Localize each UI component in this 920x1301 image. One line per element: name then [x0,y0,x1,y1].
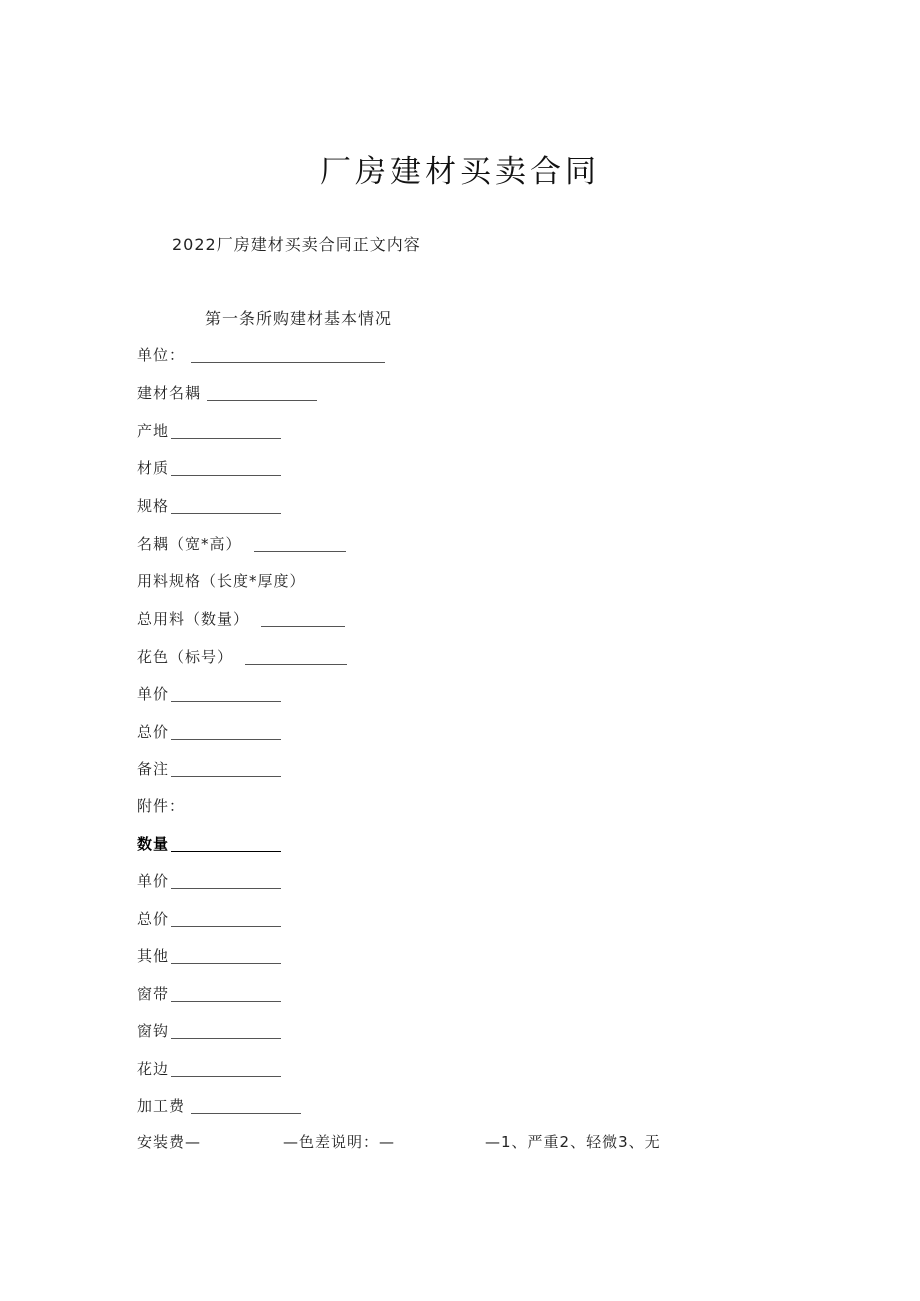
fill-in-blank[interactable] [171,1000,281,1002]
fill-in-blank[interactable] [171,1075,281,1077]
field-pattern [137,645,347,667]
color-diff-label: —色差说明：— [283,1133,396,1151]
document-subtitle: 2022厂房建材买卖合同正文内容 [172,235,421,254]
field-material-name [137,381,317,403]
fill-in-blank[interactable] [171,437,281,439]
section-heading: 第一条所购建材基本情况 [205,309,393,328]
field-total-price-2 [137,907,281,929]
field-label: 窗带 [137,985,170,1003]
fill-in-blank[interactable] [171,1037,281,1039]
fill-in-blank[interactable] [207,399,317,401]
fill-in-blank[interactable] [171,512,281,514]
fill-in-blank[interactable] [171,775,281,777]
fill-in-blank[interactable] [171,962,281,964]
fill-in-blank[interactable] [171,850,281,852]
field-label: 单位： [137,346,186,364]
fill-in-blank[interactable] [261,625,345,627]
field-label: 附件： [137,797,186,815]
field-unit-price [137,682,281,704]
field-spec [137,494,281,516]
field-label: 产地 [137,422,170,440]
field-unit [137,343,385,365]
field-label: 数量 [137,835,170,853]
fill-in-blank[interactable] [171,700,281,702]
field-label: 加工费 [137,1097,186,1115]
field-label: 花边 [137,1060,170,1078]
field-processing-fee [137,1094,301,1116]
field-usage-spec [137,569,306,591]
color-diff-options: —1、严重2、轻微3、无 [485,1133,661,1151]
field-label: 用料规格（长度*厚度） [137,572,306,590]
field-remarks [137,757,281,779]
field-window-belt [137,982,281,1004]
fill-in-blank[interactable] [171,474,281,476]
field-label: 花色（标号） [137,648,234,666]
field-label: 其他 [137,947,170,965]
field-label: 名耦（宽*高） [137,535,242,553]
field-material [137,456,281,478]
field-window-hook [137,1019,281,1041]
field-label: 规格 [137,497,170,515]
field-label: 单价 [137,685,170,703]
fill-in-blank[interactable] [245,663,347,665]
field-label: 总价 [137,910,170,928]
field-label: 材质 [137,459,170,477]
field-unit-price-2 [137,869,281,891]
document-title: 厂房建材买卖合同 [320,154,600,190]
field-label: 窗钩 [137,1022,170,1040]
field-other [137,944,281,966]
fill-in-blank[interactable] [191,361,385,363]
fill-in-blank[interactable] [171,887,281,889]
field-label: 总用料（数量） [137,610,250,628]
fill-in-blank[interactable] [171,738,281,740]
field-total-usage [137,607,345,629]
field-label: 建材名耦 [137,384,202,402]
field-label: 单价 [137,872,170,890]
install-fee-label: 安装费— [137,1133,202,1151]
fill-in-blank[interactable] [171,925,281,927]
field-border [137,1057,281,1079]
field-label: 总价 [137,723,170,741]
fill-in-blank[interactable] [254,550,346,552]
field-label: 备注 [137,760,170,778]
fill-in-blank[interactable] [191,1112,301,1114]
field-attachments [137,794,185,816]
field-name-size [137,532,346,554]
field-quantity [137,832,281,854]
field-total-price [137,720,281,742]
field-origin [137,419,281,441]
